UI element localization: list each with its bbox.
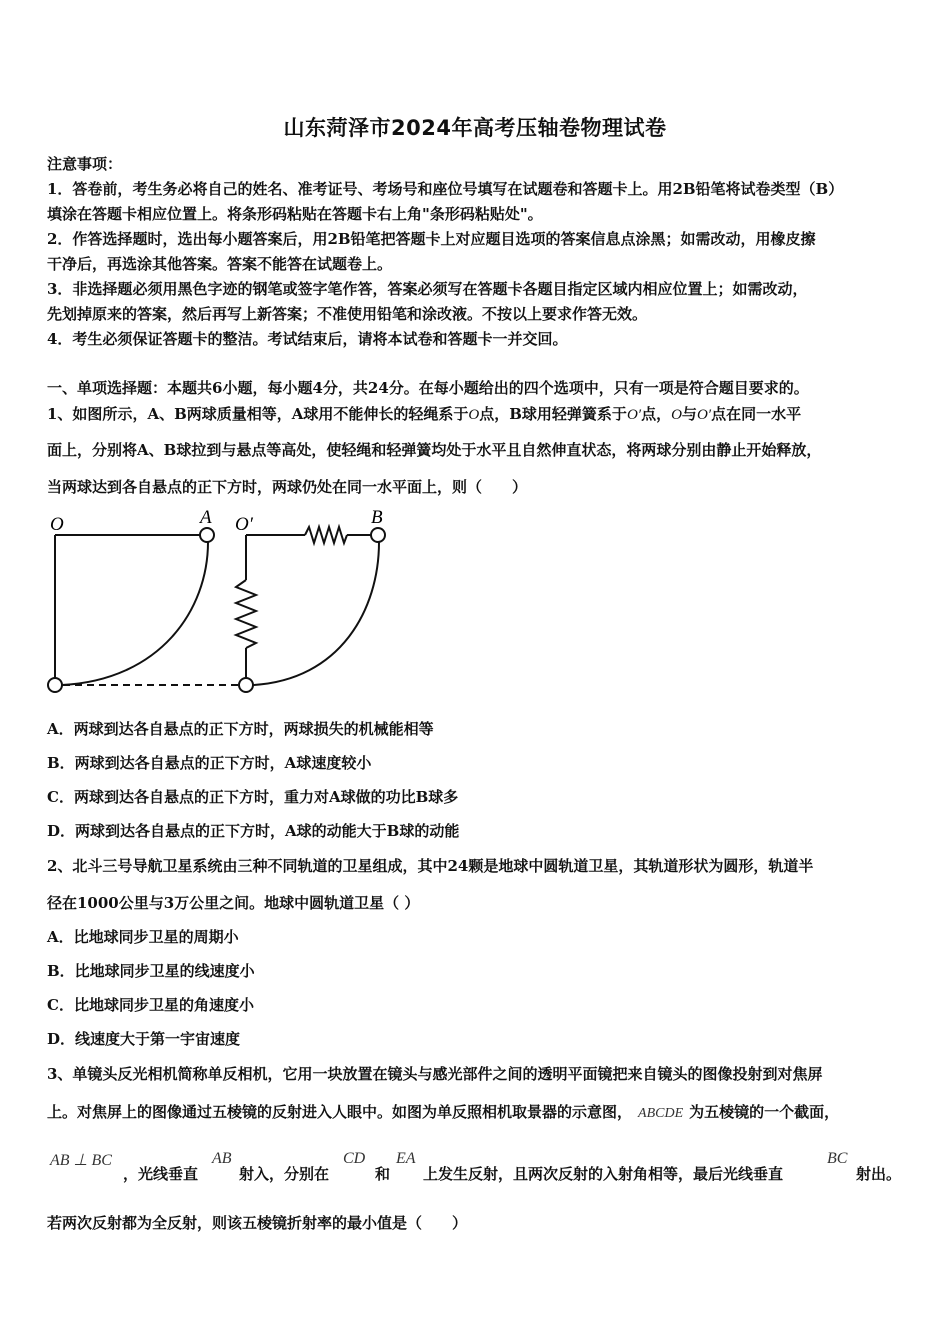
notice-line: 1．答卷前，考生务必将自己的姓名、准考证号、考场号和座位号填写在试题卷和答题卡上。用2B铅笔将试卷类型（B）	[47, 180, 844, 198]
ball-b-trajectory	[253, 542, 379, 685]
q1-line2: 面上，分别将A、B球拉到与悬点等高处，使轻绳和轻弹簧均处于水平且自然伸直状态，将两球分别由静止开始释放，	[47, 441, 822, 459]
q1-line3: 当两球达到各自悬点的正下方时，两球仍处在同一水平面上，则（ ）	[47, 478, 528, 496]
q1-option-c: C．两球到达各自悬点的正下方时，重力对A球做的功比B球多	[47, 788, 459, 806]
ball-a-trajectory	[62, 542, 208, 685]
ball-a-end	[48, 678, 62, 692]
notice-line: 干净后，再选涂其他答案。答案不能答在试题卷上。	[47, 255, 393, 273]
q2-option-a: A．比地球同步卫星的周期小	[47, 928, 239, 946]
label-o: O	[50, 514, 64, 535]
math-abcde: ABCDE	[638, 1106, 684, 1121]
ball-a-start	[200, 528, 214, 542]
q3-line1: 3、单镜头反光相机简称单反相机，它用一块放置在镜头与感光部件之间的透明平面镜把来自镜头的图像投射到对焦屏	[47, 1065, 823, 1083]
ball-b-end	[239, 678, 253, 692]
q1-option-a: A．两球到达各自悬点的正下方时，两球损失的机械能相等	[47, 720, 434, 738]
q1-option-d: D．两球到达各自悬点的正下方时，A球的动能大于B球的动能	[47, 822, 460, 840]
notice-line: 2．作答选择题时，选出每小题答案后，用2B铅笔把答题卡上对应题目选项的答案信息点涂黑；如需改动，用橡皮擦	[47, 230, 816, 248]
math-ab-perp-bc: AB ⊥ BC	[50, 1152, 112, 1169]
page-title: 山东菏泽市2024年高考压轴卷物理试卷	[283, 116, 667, 140]
q1-option-b: B．两球到达各自悬点的正下方时，A球速度较小	[47, 754, 372, 772]
label-b: B	[371, 507, 383, 528]
q3-line2: 上。对焦屏上的图像通过五棱镜的反射进入人眼中。如图为单反照相机取景器的示意图， ABCDE 为五棱镜的一个截面，	[47, 1103, 840, 1121]
pendulum-spring-figure	[40, 500, 400, 700]
vertical-spring	[236, 580, 256, 648]
q2-option-c: C．比地球同步卫星的角速度小	[47, 996, 254, 1014]
math-ab: AB	[212, 1150, 232, 1167]
q2-line2: 径在1000公里与3万公里之间。地球中圆轨道卫星（ ）	[47, 894, 420, 912]
section-heading: 一、单项选择题：本题共6小题，每小题4分，共24分。在每小题给出的四个选项中，只有一项是符合题目要求的。	[47, 379, 809, 397]
math-cd: CD	[343, 1150, 366, 1167]
math-bc: BC	[827, 1150, 848, 1167]
ball-b-start	[371, 528, 385, 542]
notice-line: 4．考生必须保证答题卡的整洁。考试结束后，请将本试卷和答题卡一并交回。	[47, 330, 568, 348]
notice-line: 3．非选择题必须用黑色字迹的钢笔或签字笔作答，答案必须写在答题卡各题目指定区域内相应位置上；如需改动，	[47, 280, 808, 298]
notice-line: 填涂在答题卡相应位置上。将条形码粘贴在答题卡右上角"条形码粘贴处"。	[47, 205, 543, 223]
notice-heading: 注意事项：	[47, 155, 123, 173]
q2-line1: 2、北斗三号导航卫星系统由三种不同轨道的卫星组成，其中24颗是地球中圆轨道卫星，其轨道形状为圆形，轨道半	[47, 857, 814, 875]
notice-line: 先划掉原来的答案，然后再写上新答案；不准使用铅笔和涂改液。不按以上要求作答无效。	[47, 305, 648, 323]
q1-line1: 1、如图所示，A、B两球质量相等，A球用不能伸长的轻绳系于O点，B球用轻弹簧系于O′点，O与O′点在同一水平	[47, 405, 802, 423]
label-o-prime: O′	[235, 514, 253, 535]
q2-option-b: B．比地球同步卫星的线速度小	[47, 962, 255, 980]
math-ea: EA	[396, 1150, 416, 1167]
label-a: A	[200, 507, 212, 528]
q3-line4: 若两次反射都为全反射，则该五棱镜折射率的最小值是（ ）	[47, 1214, 468, 1232]
horizontal-spring	[305, 527, 347, 543]
q2-option-d: D．线速度大于第一宇宙速度	[47, 1030, 241, 1048]
